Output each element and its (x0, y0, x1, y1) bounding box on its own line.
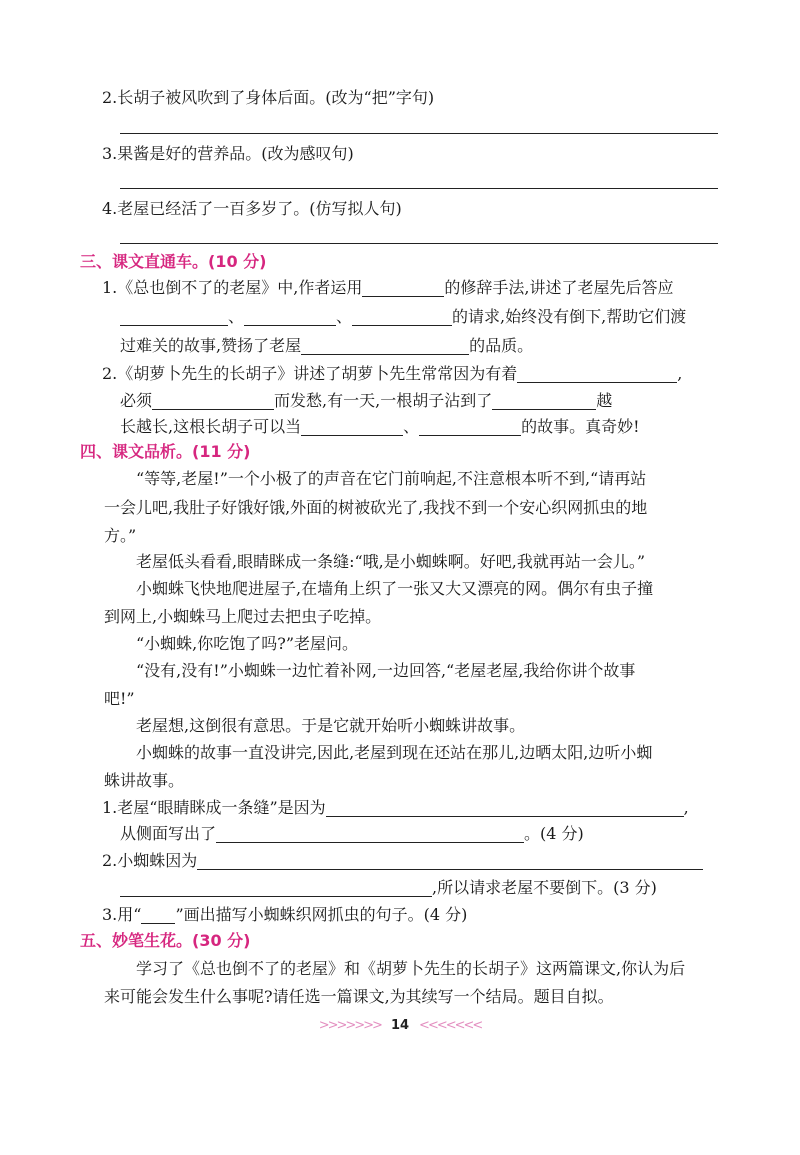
blank-use-2[interactable] (419, 417, 521, 436)
blank-must[interactable] (152, 391, 274, 410)
blank-request-1[interactable] (120, 307, 228, 326)
answer-line-q3[interactable] (120, 188, 718, 189)
answer-line-q4[interactable] (120, 243, 718, 244)
blank-request-2[interactable] (244, 307, 336, 326)
passage-p2: 老屋低头看看,眼睛眯成一条缝:“哦,是小蜘蛛啊。好吧,我就再站一会儿。” (136, 552, 646, 571)
writing-prompt-l2: 来可能会发生什么事呢?请任选一篇课文,为其续写一个结局。题目自拟。 (104, 987, 614, 1006)
q2-text-f: 的故事。真奇妙! (521, 417, 640, 436)
s4-q1-comma: , (683, 798, 689, 817)
blank-spider-reason-cont[interactable] (120, 878, 432, 897)
footer-left-arrows: >>>>>>> (318, 1018, 381, 1033)
section2-question-2: 2.长胡子被风吹到了身体后面。(改为“把”字句) (102, 88, 435, 107)
q1-text-b: 的修辞手法,讲述了老屋先后答应 (444, 278, 674, 297)
blank-rhetoric[interactable] (362, 278, 444, 297)
section4-heading: 四、课文品析。(11 分) (80, 442, 251, 461)
q2-text-c: 而发愁,有一天,一根胡子沾到了 (274, 391, 493, 410)
s4-q2-text-a: 2.小蜘蛛因为 (102, 851, 198, 870)
blank-side-description[interactable] (216, 824, 524, 843)
section3-q1-line3 (120, 334, 533, 358)
passage-p6: 老屋想,这倒很有意思。于是它就开始听小蜘蛛讲故事。 (136, 716, 526, 735)
q1-sep-2: 、 (336, 307, 353, 326)
q1-text-d: 过难关的故事,赞扬了老屋 (120, 336, 302, 355)
blank-squint-reason[interactable] (326, 798, 684, 817)
section3-q1-line2 (120, 305, 686, 329)
section2-question-4: 4.老屋已经活了一百多岁了。(仿写拟人句) (102, 199, 402, 218)
writing-prompt-l1: 学习了《总也倒不了的老屋》和《胡萝卜先生的长胡子》这两篇课文,你认为后 (136, 959, 686, 978)
q2-text-d: 越 (596, 391, 613, 410)
q1-sep-1: 、 (228, 307, 245, 326)
passage-p3-l2: 到网上,小蜘蛛马上爬过去把虫子吃掉。 (104, 607, 382, 626)
page-number: 14 (390, 1018, 410, 1033)
passage-p7-l2: 蛛讲故事。 (104, 771, 185, 790)
q1-text-e: 的品质。 (469, 336, 534, 355)
blank-stuck[interactable] (492, 391, 596, 410)
section3-q2-line1 (102, 362, 682, 386)
passage-p5-l2: 吧!” (104, 689, 135, 708)
q1-text-a: 1.《总也倒不了的老屋》中,作者运用 (102, 278, 363, 297)
page-footer (0, 1018, 800, 1033)
answer-line-q2[interactable] (120, 133, 718, 134)
passage-p3-l1: 小蜘蛛飞快地爬进屋子,在墙角上织了一张又大又漂亮的网。偶尔有虫子撞 (136, 579, 654, 598)
blank-beard[interactable] (517, 364, 677, 383)
q2-text-e: 长越长,这根长胡子可以当 (120, 417, 302, 436)
section4-q1-line1 (102, 796, 689, 820)
q2-text-a: 2.《胡萝卜先生的长胡子》讲述了胡萝卜先生常常因为有着 (102, 364, 518, 383)
q2-comma: , (677, 364, 683, 383)
section3-q1-line1 (102, 276, 673, 300)
footer-right-arrows: <<<<<<< (419, 1018, 482, 1033)
passage-p1-l1: “等等,老屋!”一个小极了的声音在它门前响起,不注意根本听不到,“请再站 (136, 469, 647, 488)
section5-heading: 五、妙笔生花。(30 分) (80, 931, 251, 950)
q2-sep: 、 (403, 417, 420, 436)
section2-question-3: 3.果酱是好的营养品。(改为感叹句) (102, 144, 354, 163)
passage-p5-l1: “没有,没有!”小蜘蛛一边忙着补网,一边回答,“老屋老屋,我给你讲个故事 (136, 661, 636, 680)
passage-p4: “小蜘蛛,你吃饱了吗?”老屋问。 (136, 634, 359, 653)
section4-q2-line1 (102, 849, 703, 873)
passage-p1-l2: 一会儿吧,我肚子好饿好饿,外面的树被砍光了,我找不到一个安心织网抓虫的地 (104, 498, 648, 517)
blank-request-3[interactable] (352, 307, 452, 326)
blank-quality[interactable] (301, 336, 469, 355)
s4-q2-text-b: ,所以请求老屋不要倒下。(3 分) (432, 878, 657, 897)
q2-text-b: 必须 (120, 391, 153, 410)
section3-heading: 三、课文直通车。(10 分) (80, 252, 267, 271)
passage-p1-l3: 方。” (104, 526, 137, 545)
s4-q1-text-a: 1.老屋“眼睛眯成一条缝”是因为 (102, 798, 326, 817)
section3-q2-line3 (120, 415, 640, 439)
passage-p7-l1: 小蜘蛛的故事一直没讲完,因此,老屋到现在还站在那儿,边晒太阳,边听小蜘 (136, 743, 653, 762)
blank-use-1[interactable] (301, 417, 403, 436)
q1-text-c: 的请求,始终没有倒下,帮助它们渡 (452, 307, 687, 326)
s4-q3-text-a: 3.用“ (102, 905, 142, 924)
underline-sample (141, 905, 175, 924)
section4-q1-line2 (120, 822, 584, 846)
section4-q3 (102, 903, 467, 927)
s4-q3-text-b: ”画出描写小蜘蛛织网抓虫的句子。(4 分) (175, 905, 468, 924)
section3-q2-line2 (120, 389, 612, 413)
blank-spider-reason[interactable] (197, 851, 703, 870)
section4-q2-line2 (120, 876, 657, 900)
s4-q1-text-b: 从侧面写出了 (120, 824, 217, 843)
s4-q1-text-c: 。(4 分) (524, 824, 584, 843)
